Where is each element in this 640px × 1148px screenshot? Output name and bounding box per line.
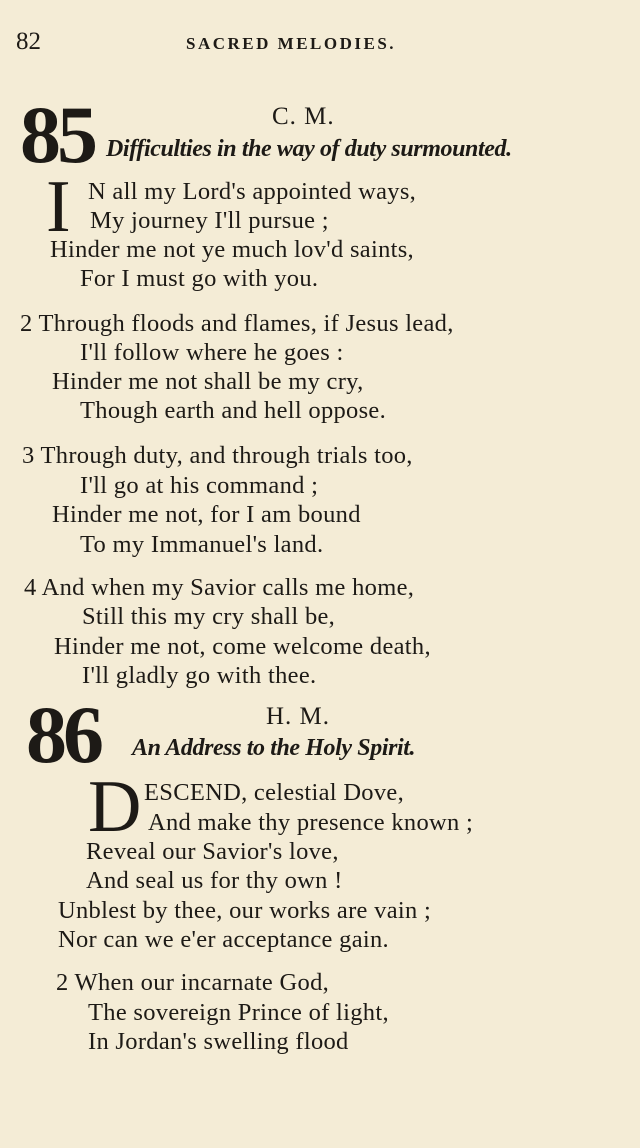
verse-line: ESCEND, celestial Dove, [144,779,405,806]
verse-line: Still this my cry shall be, [82,603,336,630]
verse-line: 3 Through duty, and through trials too, [22,442,413,469]
hymn-meter: H. M. [266,703,331,730]
verse-line: And seal us for thy own ! [86,867,343,894]
verse-line: Unblest by thee, our works are vain ; [58,897,432,924]
verse-line: Hinder me not, for I am bound [52,501,361,528]
verse-line: Though earth and hell oppose. [80,397,387,424]
hymn-title: An Address to the Holy Spirit. [132,735,416,761]
verse-line: For I must go with you. [80,265,319,292]
verse-line: Reveal our Savior's love, [86,838,339,865]
verse-line: I'll gladly go with thee. [82,662,317,689]
drop-cap: D [88,766,142,848]
verse-line: I'll follow where he goes : [80,339,344,366]
hymn-meter: C. M. [272,103,335,130]
hymn-title: Difficulties in the way of duty surmounted. [106,136,512,162]
verse-line: Hinder me not shall be my cry, [52,368,364,395]
verse-line: 2 When our incarnate God, [56,969,330,996]
hymn-number: 85 [20,89,94,180]
verse-line: I'll go at his command ; [80,472,319,499]
hymn-number: 86 [26,689,100,780]
verse-line: And make thy presence known ; [148,809,474,836]
running-header: SACRED MELODIES. [186,34,397,53]
verse-line: In Jordan's swelling flood [88,1028,349,1055]
verse-line: To my Immanuel's land. [80,531,324,558]
page-number: 82 [16,28,41,55]
verse-line: N all my Lord's appointed ways, [88,178,417,205]
verse-line: Hinder me not ye much lov'd saints, [50,236,414,263]
verse-line: My journey I'll pursue ; [90,207,329,234]
verse-line: Hinder me not, come welcome death, [54,633,431,660]
verse-line: Nor can we e'er acceptance gain. [58,926,389,953]
drop-cap: I [46,166,71,248]
verse-line: 2 Through floods and flames, if Jesus lead, [20,310,454,337]
verse-line: 4 And when my Savior calls me home, [24,574,415,601]
verse-line: The sovereign Prince of light, [88,999,389,1026]
